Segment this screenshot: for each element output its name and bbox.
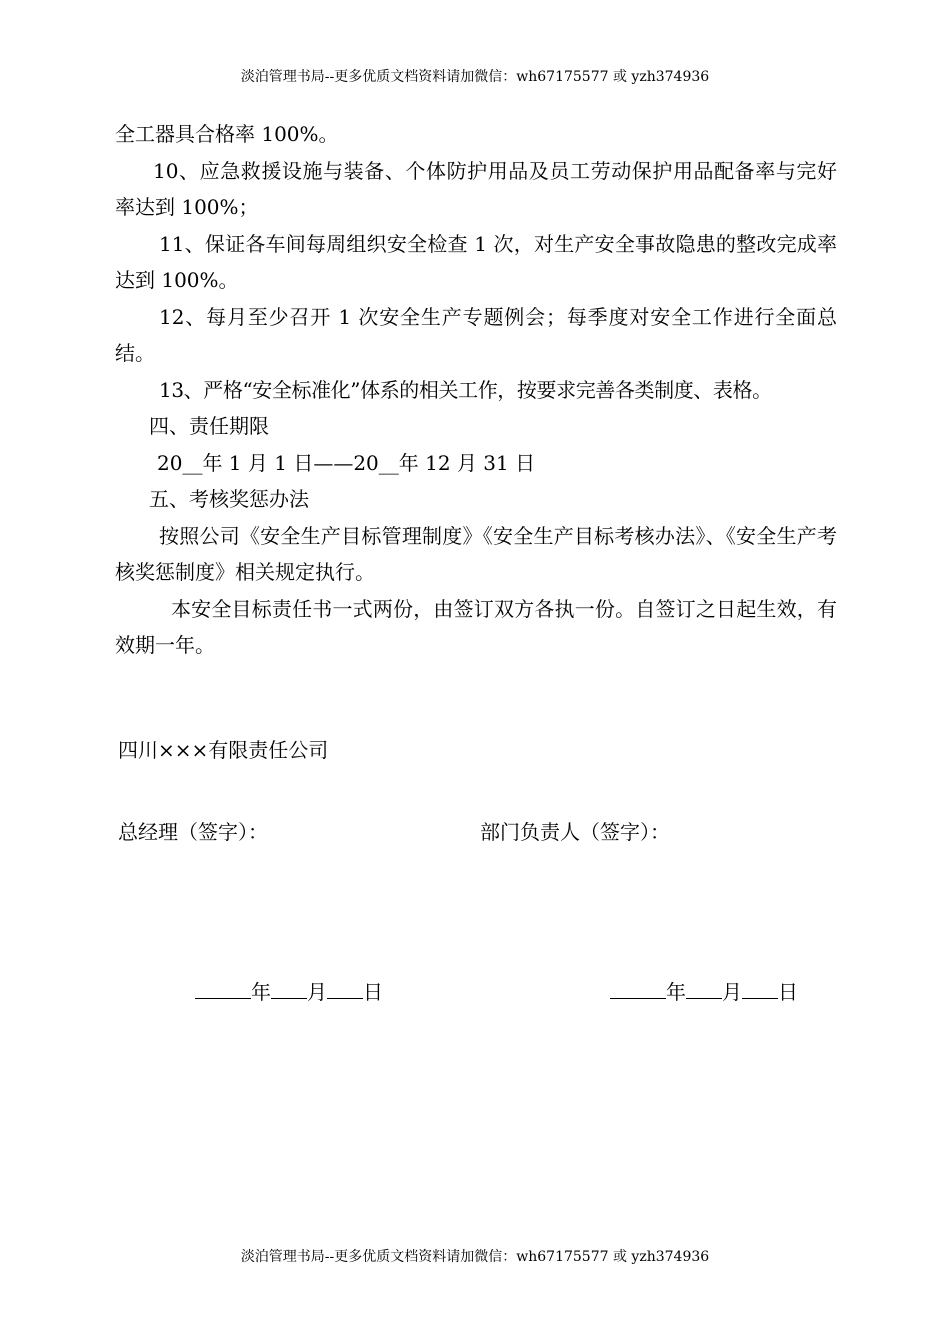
section-heading-term: 四、责任期限 [149,414,269,438]
paragraph-item-13: 13、严格“安全标准化”体系的相关工作，按要求完善各类制度、表格。 [159,377,772,402]
day-blank [327,978,363,999]
company-name: 四川×××有限责任公司 [118,738,329,762]
general-manager-signature-label: 总经理（签字）： [118,820,268,844]
month-label: 月 [307,980,327,1004]
year-label: 年 [666,980,686,1004]
paragraph-continuation: 全工器具合格率 100%。 [115,122,339,146]
year-blank [195,978,251,999]
page-footer: 淡泊管理书局--更多优质文档资料请加微信：wh67175577 或 yzh374936 [240,1249,710,1265]
page-header: 淡泊管理书局--更多优质文档资料请加微信：wh67175577 或 yzh374936 [240,69,710,85]
month-blank [271,978,307,999]
paragraph-validity: 本安全目标责任书一式两份，由签订双方各执一份。自签订之日起生效，有效期一年。 [115,596,837,657]
day-label: 日 [363,980,383,1004]
year-label: 年 [251,980,271,1004]
day-label: 日 [778,980,798,1004]
department-head-signature-label: 部门负责人（签字）： [480,820,670,844]
month-label: 月 [722,980,742,1004]
document-body [115,116,837,664]
term-dates: 20__年 1 月 1 日——20__年 12 月 31 日 [157,450,536,475]
day-blank [742,978,778,999]
date-line-right [610,976,798,1005]
date-line-left [195,976,383,1005]
section-heading-assessment: 五、考核奖惩办法 [149,487,309,511]
year-blank [610,978,666,999]
paragraph-assessment: 按照公司《安全生产目标管理制度》《安全生产目标考核办法》、《安全生产考核奖惩制度》相关规定执行。 [115,523,837,584]
month-blank [686,978,722,999]
paragraph-item-10: 10、应急救援设施与装备、个体防护用品及员工劳动保护用品配备率与完好率达到 100%； [115,158,837,219]
paragraph-item-12: 12、每月至少召开 1 次安全生产专题例会；每季度对安全工作进行全面总结。 [115,304,837,365]
paragraph-item-11: 11、保证各车间每周组织安全检查 1 次，对生产安全事故隐患的整改完成率达到 100%。 [115,231,837,292]
